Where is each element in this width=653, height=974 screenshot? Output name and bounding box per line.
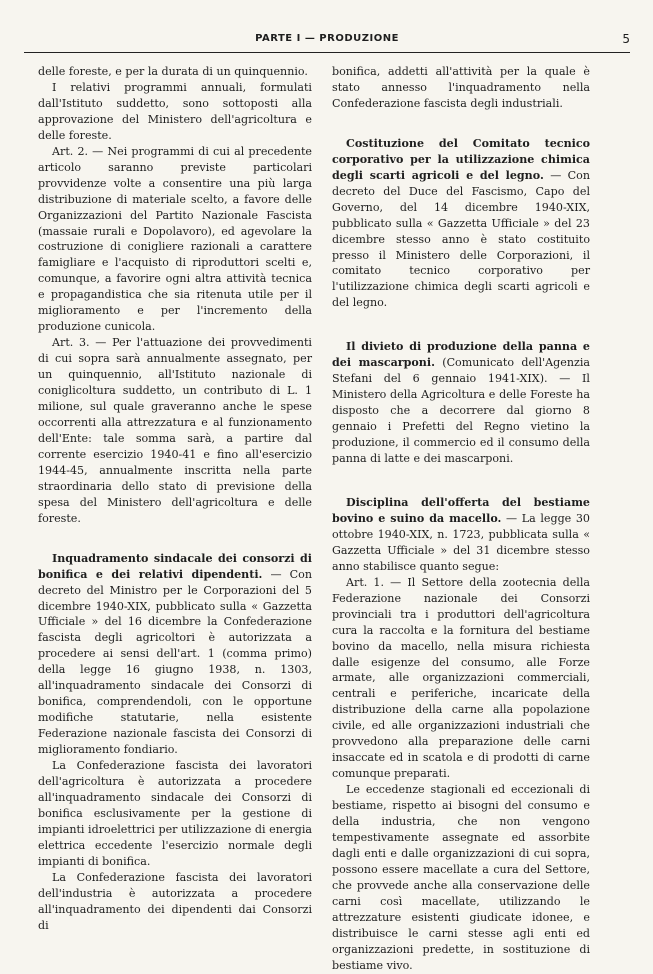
paragraph: I relativi programmi annuali, formulati dall'Istituto suddetto, sono sottoposti alla approvazione del Ministero dell'agricoltura e delle foreste. [38,80,312,142]
paragraph: Le eccedenze stagionali ed eccezionali di bestiame, rispetto ai bisogni del consumo e della industria, che non vengono tempestivamente assegnate ed assorbite dagli enti e dalle organizzazioni di cui sopra, possono essere macellate a cura del Settore, che provvede anche alla conservazione delle carni così macellate, utilizzando le attrezzature esistenti giudicate idonee, e distribuisce le carni stesse agli enti ed organizzazioni predette, in sostituzione di bestiame vivo. [332,783,590,972]
section-text: — La legge 30 ottobre 1940-XIX, n. 1723, pubblicata sulla « Gazzetta Ufficiale » del 31 dicembre stesso anno stabilisce quanto segue: [332,511,590,573]
section-heading: Costituzione del Comitato tecnico corporativo per la utilizzazione chimica degli scarti agricoli e del legno. [332,136,590,182]
section-bestiame [332,495,590,575]
article-1: Art. 1. — Il Settore della zootecnia della Federazione nazionale dei Consorzi provinciali tra i produttori dell'agricoltura cura la raccolta e la fornitura del bestiame bovino da macello, nella misura richiesta dalle esigenze del consumo, alle Forze armate, alle organizzazioni commerciali, centrali e periferiche, incaricate della distribuzione della carne alla popolazione civile, ed alle organizzazioni industriali che provvedono alla preparazione delle carni insaccate ed in scatola e di prodotti di carne comunque preparati. [332,575,590,781]
section-comitato-tecnico [332,136,590,311]
article-3: Art. 3. — Per l'attuazione dei provvedimenti di cui sopra sarà annualmente assegnato, per un quinquennio, all'Istituto nazionale di coniglicoltura suddetto, un contributo di L. 1 milione, sul quale graveranno anche le spese occorrenti alla attrezzatura e al funzionamento dell'Ente: tale somma sarà, a partire dal corrente esercizio 1940-41 e fino all'esercizio 1944-45, annualmente inscritta nella parte straordinaria dello stato di previsione della spesa del Ministero dell'agricoltura e delle foreste. [38,336,312,525]
section-text: — Con decreto del Duce del Fascismo, Capo del Governo, del 14 dicembre 1940-XIX, pubblicato sulla « Gazzetta Ufficiale » del 23 dicembre stesso anno è stato costituito presso il Ministero delle Corporazioni, il comitato tecnico corporativo per l'utilizzazione chimica degli scarti agricoli e del legno. [332,168,590,310]
right-column [332,64,590,974]
paragraph: La Confederazione fascista dei lavoratori dell'agricoltura è autorizzata a procedere all'inquadramento sindacale dei Consorzi di bonifica esclusivamente per la gestione di impianti idroelettrici per utilizzazione di energia elettrica eccedente l'esercizio normale degli impianti di bonifica. [38,759,312,868]
section-heading: Il divieto di produzione della panna e dei mascarponi. [332,340,590,370]
running-title: PARTE I — PRODUZIONE [255,33,399,44]
paragraph: bonifica, addetti all'attività per la quale è stato annesso l'inquadramento nella Confederazione fascista degli industriali. [332,65,590,110]
section-consorzi-bonifica [38,551,312,758]
section-heading: Disciplina dell'offerta del bestiame bovino e suino da macello. [332,495,590,525]
paragraph: delle foreste, e per la durata di un quinquennio. [38,65,308,78]
page-header [24,30,630,53]
section-heading: Inquadramento sindacale dei consorzi di bonifica e dei relativi dipendenti. [38,551,312,581]
left-column [38,64,312,934]
article-2: Art. 2. — Nei programmi di cui al precedente articolo saranno previste particolari provvidenze volte a consentire una più larga distribuzione di materiale scelto, a favore delle Organizzazioni del Partito Nazionale Fascista (massaie rurali e Dopolavoro), ed agevolare la costruzione di conigliere razionali a carattere famigliare e l'acquisto di riproduttori scelti e, comunque, a favorire ogni altra attività tecnica e propagandistica che sia ritenuta utile per il miglioramento e per l'incremento della produzione cunicola. [38,144,312,334]
section-divieto-panna [332,339,590,467]
section-text: — Con decreto del Ministro per le Corporazioni del 5 dicembre 1940-XIX, pubblicato sulla « Gazzetta Ufficiale » del 16 dicembre la Confederazione fascista degli agricoltori è autorizzata a procedere ai sensi dell'art. 1 (comma primo) della legge 16 giugno 1938, n. 1303, all'inquadramento sindacale dei Consorzi di bonifica, comprendendoli, con le opportune modifiche statutarie, nella esistente Federazione nazionale fascista dei Consorzi di miglioramento fondiario. [38,567,312,757]
section-text: (Comunicato dell'Agenzia Stefani del 6 gennaio 1941-XIX). — Il Ministero della Agricoltura e delle Foreste ha disposto che a decorrere dal giorno 8 gennaio i Prefetti del Regno vietino la produzione, il commercio ed il consumo della panna di latte e dei mascarponi. [332,356,591,466]
page-number: 5 [622,32,630,46]
paragraph: La Confederazione fascista dei lavoratori dell'industria è autorizzata a procedere all'inquadramento dei dipendenti dai Consorzi di [38,870,312,932]
